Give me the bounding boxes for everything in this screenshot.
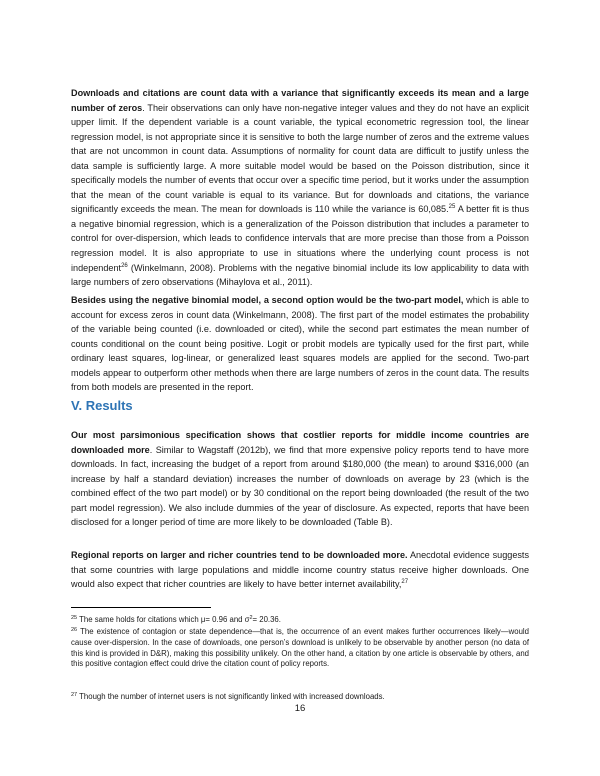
footnote-text: Though the number of internet users is not significantly linked with increased downloads. [77, 692, 385, 701]
paragraph-costlier-reports [71, 428, 529, 530]
footnote-ref-25: 25 [448, 204, 456, 211]
footnote-25 [71, 615, 529, 626]
paragraph-text: which is able to account for excess zeros in count data (Winkelmann, 2008). The first part of the model estimates the probability of the variable being counted (i.e. downloaded or cited), while the second part estimates the mean number of counts conditional on the count being positive. Logit or probit models are typically used for the first part, while ordinary least squares, log-linear, or generalized least squares models are applied for the second. Two-part models appear to outperform other methods when there are large numbers of zeros in the count data. The results from both models are presented in the report. [71, 295, 530, 393]
paragraph-text: A better fit is thus a negative binomial regression, which is a generalization of the Poisson distribution that includes a parameter to control for over-dispersion, which leads to confidence intervals that are more precise than those from a Poisson regression model. It is also appropriate to use in situations where the underlying count process is not independent [71, 204, 529, 273]
footnote-ref-27: 27 [401, 579, 409, 586]
superscript: 2 [249, 615, 253, 621]
footnote-26 [71, 627, 529, 670]
footnote-27 [71, 692, 529, 703]
paragraph-text: . Their observations can only have non-negative integer values and they do not have an explicit upper limit. If the dependent variable is a count variable, the typical econometric regression tool, the linear regression model, is not appropriate since it is sensitive to both the large number of zeros and the extreme values that are not uncommon in count data. Assumptions of normality for count data are difficult to justify unless the data sample is sufficiently large. A more suitable model would be based on the Poisson distribution, since it specifically models the number of events that occur over a specific time period, but it works under the assumption that the mean of the count variable is equal to its variance. But for downloads and citations, the variance significantly exceeds the mean. The mean for downloads is 110 while the variance is 60,085. [71, 102, 529, 215]
page-number: 16 [294, 703, 306, 714]
footnote-number: 26 [71, 627, 78, 633]
footnote-number: 27 [71, 692, 78, 698]
footnote-text: The existence of contagion or state dependence—that is, the occurrence of an event makes further occurrences likely—would cause over-dispersion. In the case of downloads, one person’s download is unlikely to be observable by another person (no data of this kind is provided in D&R), making this possibility unlikely. On the other hand, a citation by one article is observable by others, and this positive contagion effect could drive the citation count of policy reports. [71, 627, 529, 669]
footnote-ref-26: 26 [121, 262, 128, 269]
section-heading: V. Results [71, 398, 133, 413]
paragraph-lead: Our most parsimonious specification shows that costlier reports for middle income countries are downloaded more [71, 430, 529, 455]
footnote-text: The same holds for citations which μ= 0.96 and σ [77, 615, 250, 624]
footnote-separator [71, 607, 211, 608]
paragraph-regional-reports [71, 548, 529, 592]
paragraph-text: Anecdotal evidence suggests that some countries with large populations and middle income country status receive higher downloads. One would also expect that richer countries are likely to have better internet availability, [71, 550, 529, 590]
footnote-text: = 20.36. [252, 615, 281, 624]
paragraph-count-data [71, 86, 529, 290]
paragraph-text: (Winkelmann, 2008). Problems with the negative binomial include its low applicability to data with large numbers of zero observations (Mihaylova et al., 2011). [71, 262, 529, 288]
paragraph-lead: Regional reports on larger and richer countries tend to be downloaded more. [71, 550, 408, 560]
footnote-number: 25 [71, 615, 78, 621]
paragraph-two-part-model [71, 293, 529, 395]
paragraph-lead: Besides using the negative binomial model, a second option would be the two-part model, [71, 295, 464, 305]
paragraph-text: . Similar to Wagstaff (2012b), we find that more expensive policy reports tend to have more downloads. In fact, increasing the budget of a report from around $180,000 (the mean) to around $316,000 (an increase by half a standard deviation) increases the number of downloads on average by 23 (which is the combined effect of the two part model) or by 30 conditional on the report being downloaded (the result of the two part model regression). We also include dummies of the year of disclosure. As expected, reports that have been disclosed for a longer period of time are more likely to be downloaded (Table B). [71, 444, 529, 528]
paragraph-lead: Downloads and citations are count data with a variance that significantly exceeds its mean and a large number of zeros [71, 88, 529, 113]
